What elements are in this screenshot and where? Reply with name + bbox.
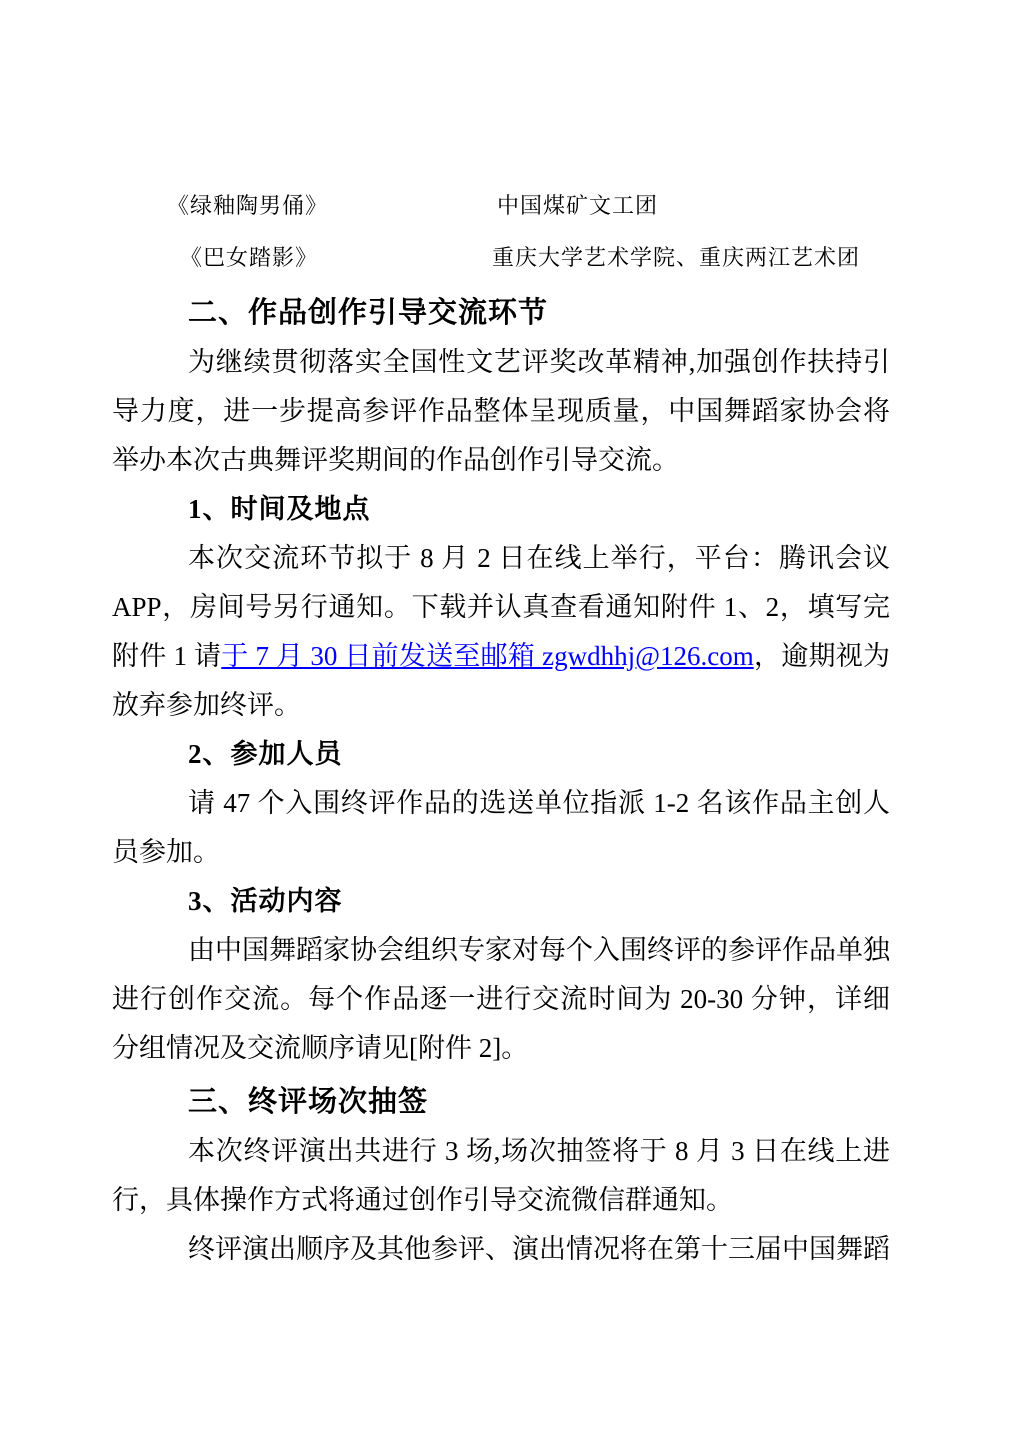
paragraph-performance-order: 终评演出顺序及其他参评、演出情况将在第十三届中国舞蹈 bbox=[188, 1234, 890, 1264]
time-place-text-after-link: ，逾期视为放弃参加终评。 bbox=[112, 641, 891, 720]
paragraph-activity: 由中国舞蹈家协会组织专家对每个入围终评的参评作品单独进行创作交流。每个作品逐一进行交流时间为 20-30 分钟，详细分组情况及交流顺序请见[附件 2]。 bbox=[112, 935, 890, 1063]
email-deadline-link[interactable]: 于 7 月 30 日前发送至邮箱 zgwdhhj@126.com bbox=[221, 641, 754, 671]
organization-name: 中国煤矿文工团 bbox=[497, 193, 659, 218]
work-entry-row bbox=[112, 180, 890, 232]
section-heading-final-draw: 三、终评场次抽签 bbox=[188, 1086, 429, 1118]
section-heading-creation-exchange: 二、作品创作引导交流环节 bbox=[188, 297, 549, 329]
paragraph-time-place bbox=[112, 534, 890, 730]
paragraph-draw: 本次终评演出共进行 3 场,场次抽签将于 8 月 3 日在线上进行，具体操作方式将通过创作引导交流微信群通知。 bbox=[112, 1136, 890, 1215]
paragraph-participants: 请 47 个入围终评作品的选送单位指派 1-2 名该作品主创人员参加。 bbox=[112, 788, 890, 867]
subheading-time-place: 1、时间及地点 bbox=[188, 494, 371, 524]
work-entry-row bbox=[112, 232, 890, 284]
work-title: 《绿釉陶男俑》 bbox=[167, 193, 329, 218]
organization-name: 重庆大学艺术学院、重庆两江艺术团 bbox=[492, 245, 861, 270]
time-place-text-before-link: 本次交流环节拟于 8 月 2 日在线上举行，平台：腾讯会议 APP，房间号另行通知。下载并认真查看通知附件 1、2，填写完附件 1 请 bbox=[112, 543, 890, 671]
subheading-participants: 2、参加人员 bbox=[188, 739, 343, 769]
paragraph-intro: 为继续贯彻落实全国性文艺评奖改革精神,加强创作扶持引导力度，进一步提高参评作品整体呈现质量，中国舞蹈家协会将举办本次古典舞评奖期间的作品创作引导交流。 bbox=[112, 347, 890, 475]
subheading-activity: 3、活动内容 bbox=[188, 886, 343, 916]
work-title: 《巴女踏影》 bbox=[180, 245, 319, 270]
